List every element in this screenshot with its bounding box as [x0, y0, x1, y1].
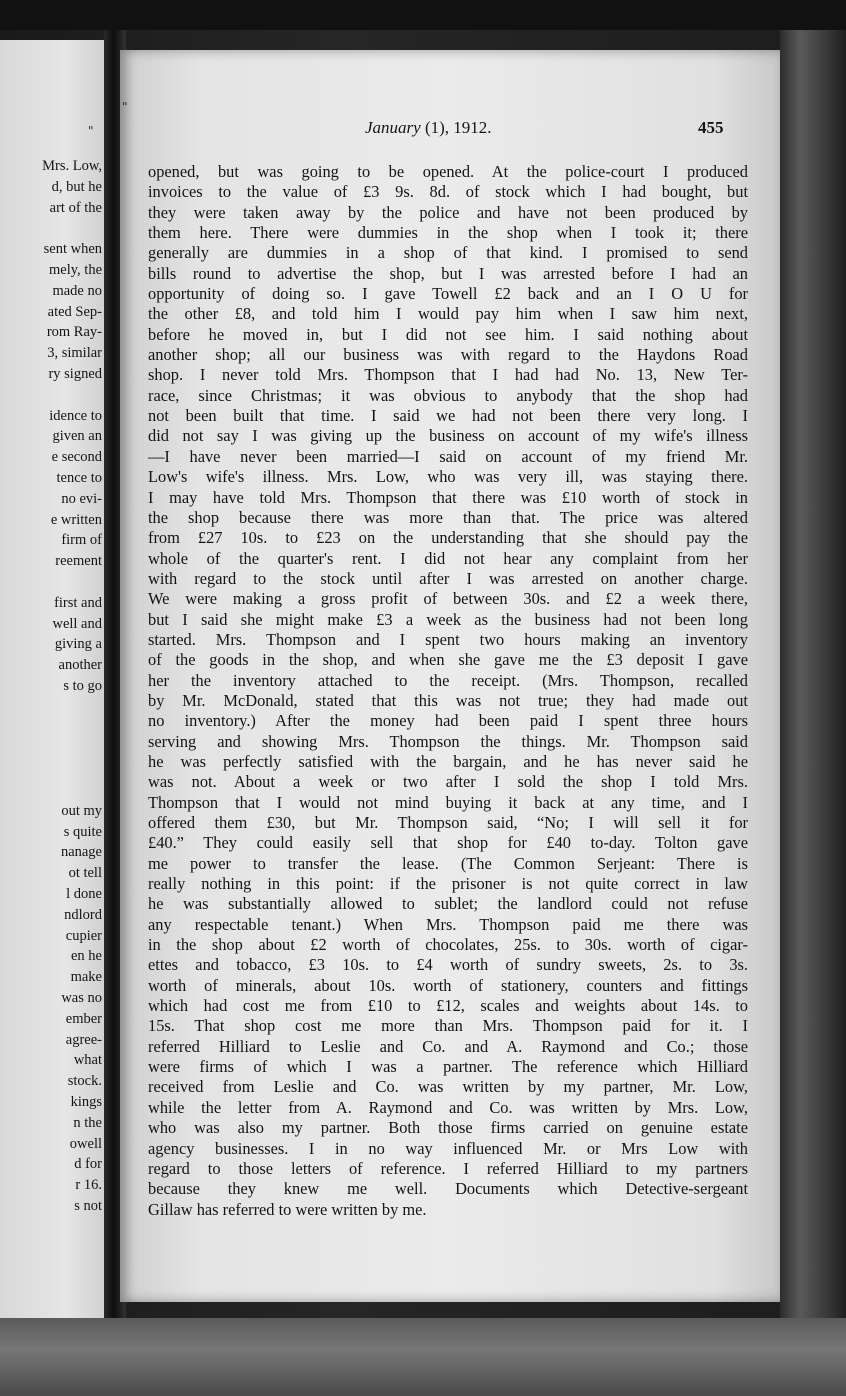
text-line: Thompson that I would not mind buying it back at any time, and I [148, 792, 748, 812]
left-page-line: e second [51, 449, 102, 466]
header-date [365, 118, 492, 138]
text-line: before he moved in, but I did not see him. I said nothing about [148, 324, 748, 344]
text-line: me power to transfer the lease. (The Common Serjeant: There is [148, 853, 748, 873]
text-line: shop. I never told Mrs. Thompson that I had had No. 13, New Ter- [148, 365, 748, 385]
left-page-line: what [73, 1052, 102, 1069]
left-page-line: en he [71, 948, 102, 965]
body-text [148, 162, 748, 1220]
scan-bottom-border [0, 1318, 846, 1396]
left-page-line: sent when [43, 241, 102, 258]
left-page-line: owell [69, 1135, 102, 1152]
left-page-line: ndlord [64, 906, 102, 923]
text-line: he was substantially allowed to sublet; the landlord could not refuse [148, 894, 748, 914]
left-page-line: out my [61, 802, 102, 819]
left-page-line: giving a [54, 636, 102, 653]
left-page-line: firm of [61, 532, 102, 549]
text-line: offered them £30, but Mr. Thompson said, “No; I will sell it for [148, 813, 748, 832]
left-page-line: was no [61, 990, 102, 1006]
text-line: invoices to the value of £3 9s. 8d. of stock which I had bought, but [148, 182, 748, 202]
header-date-month: January [365, 118, 421, 137]
text-line: who was also my partner. Both those firms carried on genuine estate [148, 1118, 748, 1138]
text-line: because they knew me well. Documents which Detective-sergeant [148, 1179, 748, 1199]
left-page-line: cupier [65, 927, 102, 944]
left-page-line: mely, the [48, 262, 102, 278]
text-line: £40.” They could easily sell that shop for £40 to-day. Tolton gave [148, 833, 748, 853]
left-page-line: agree- [65, 1031, 102, 1048]
left-page-line: reement [55, 553, 102, 570]
left-page-line: stock. [67, 1073, 102, 1090]
left-page-line: rom Ray- [46, 324, 102, 341]
text-line: We were making a gross profit of between 30s. and £2 a week there, [148, 589, 748, 609]
left-page-line: nanage [60, 844, 102, 861]
left-page-line: s not [74, 1198, 102, 1214]
text-line: by Mr. McDonald, stated that this was not true; they had made out [148, 690, 748, 710]
text-line: bills round to advertise the shop, but I was arrested before I had an [148, 263, 748, 283]
left-page-line: l done [66, 886, 102, 902]
text-line: worth of minerals, about 10s. worth of stationery, counters and fittings [148, 975, 748, 995]
left-page-line: no evi- [61, 490, 102, 507]
text-line: really nothing in this point: if the prisoner is not quite correct in law [148, 874, 748, 894]
left-facing-page [0, 40, 108, 1320]
left-page-line: ry signed [48, 366, 102, 382]
left-page-line: idence to [49, 407, 102, 424]
text-line: but I said she might make £3 a week as the business had not been long [148, 609, 748, 629]
text-line: of the goods in the shop, and when she gave me the £3 deposit I gave [148, 650, 748, 670]
header-date-year: (1), 1912. [424, 118, 492, 137]
text-line: referred Hilliard to Leslie and Co. and A. Raymond and Co.; those [148, 1036, 748, 1056]
text-line: Low's wife's illness. Mrs. Low, who was very ill, was staying there. [148, 467, 748, 487]
left-page-line: made no [52, 282, 102, 299]
text-line: them here. There were dummies in the shop when I took it; there [148, 223, 748, 243]
text-line: I may have told Mrs. Thompson that there was £10 worth of stock in [148, 487, 748, 507]
text-line: opened, but was going to be opened. At the police-court I produced [148, 162, 748, 181]
left-page-line: ember [65, 1010, 102, 1027]
left-page-line: art of the [49, 199, 102, 216]
text-line: did not say I was giving up the business on account of my wife's illness [148, 426, 748, 446]
text-line: race, since Christmas; it was obvious to anybody that the shop had [148, 385, 748, 405]
left-page-line: e written [50, 511, 102, 528]
text-line: whole of the quarter's rent. I did not hear any complaint from her [148, 548, 748, 568]
text-line: he was perfectly satisfied with the bargain, and he has never said he [148, 751, 748, 771]
page-number: 455 [698, 118, 724, 137]
text-line: Gillaw has referred to were written by me. [148, 1199, 427, 1219]
left-page-line: 3, similar [47, 345, 102, 362]
left-page-line: given an [52, 428, 102, 445]
text-line: generally are dummies in a shop of that kind. I promised to send [148, 243, 748, 263]
text-line: her the inventory attached to the receipt. (Mrs. Thompson, recalled [148, 670, 748, 690]
scan-speck: " [122, 100, 128, 114]
text-line: another shop; all our business was with regard to the Haydons Road [148, 345, 748, 365]
text-line: received from Leslie and Co. was written by my partner, Mr. Low, [148, 1077, 748, 1097]
left-page-line: d for [74, 1156, 102, 1173]
left-page-line: n the [73, 1114, 102, 1131]
text-line: with regard to the stock until after I was arrested on another charge. [148, 568, 748, 588]
text-line: not been built that time. I said we had not been there very long. I [148, 406, 748, 426]
running-header [120, 118, 780, 142]
left-page-line: ot tell [68, 865, 102, 882]
left-page-line: s quite [63, 823, 102, 840]
text-line: they were taken away by the police and have not been produced by [148, 202, 748, 222]
text-line: in the shop about £2 worth of chocolates, 25s. to 30s. worth of cigar- [148, 935, 748, 955]
text-line: agency businesses. I in no way influenced Mr. or Mrs Low with [148, 1138, 748, 1158]
left-page-line: r 16. [75, 1177, 102, 1194]
left-page-line: make [70, 969, 102, 986]
left-page-line: ated Sep- [47, 303, 102, 320]
scan-speck: " [88, 124, 94, 138]
text-line: 15s. That shop cost me more than Mrs. Thompson paid for it. I [148, 1016, 748, 1036]
left-page-line: Mrs. Low, [42, 158, 102, 174]
text-line: was not. About a week or two after I sold the shop I told Mrs. [148, 772, 748, 792]
text-line: —I have never been married—I said on account of my friend Mr. [148, 446, 748, 466]
scan-top-border [0, 0, 846, 30]
left-page-line: first and [54, 594, 102, 611]
text-line: any respectable tenant.) When Mrs. Thompson paid me there was [148, 914, 748, 934]
text-line: the other £8, and told him I would pay him when I saw him next, [148, 304, 748, 324]
text-line: while the letter from A. Raymond and Co. was written by Mrs. Low, [148, 1097, 748, 1117]
text-line: were firms of which I was a partner. The reference which Hilliard [148, 1057, 748, 1077]
left-page-line: d, but he [51, 178, 102, 195]
text-line: started. Mrs. Thompson and I spent two hours making an inventory [148, 629, 748, 649]
text-line: the shop because there was more than that. The price was altered [148, 507, 748, 527]
left-page-line: tence to [56, 470, 102, 486]
text-line: from £27 10s. to £23 on the understanding that she should pay the [148, 528, 748, 548]
text-line: opportunity of doing so. I gave Towell £2 back and an I O U for [148, 284, 748, 304]
page-edge-shadow [780, 30, 846, 1340]
left-page-line: kings [70, 1094, 102, 1110]
text-line: no inventory.) After the money had been paid I spent three hours [148, 711, 748, 731]
left-page-line: another [58, 657, 102, 674]
text-line: regard to those letters of reference. I referred Hilliard to my partners [148, 1158, 748, 1178]
left-page-line: s to go [63, 678, 102, 694]
text-line: serving and showing Mrs. Thompson the things. Mr. Thompson said [148, 731, 748, 751]
text-line: ettes and tobacco, £3 10s. to £4 worth of sundry sweets, 2s. to 3s. [148, 955, 748, 975]
left-page-line: well and [52, 615, 102, 632]
text-line: which had cost me from £10 to £12, scales and weights about 14s. to [148, 996, 748, 1016]
